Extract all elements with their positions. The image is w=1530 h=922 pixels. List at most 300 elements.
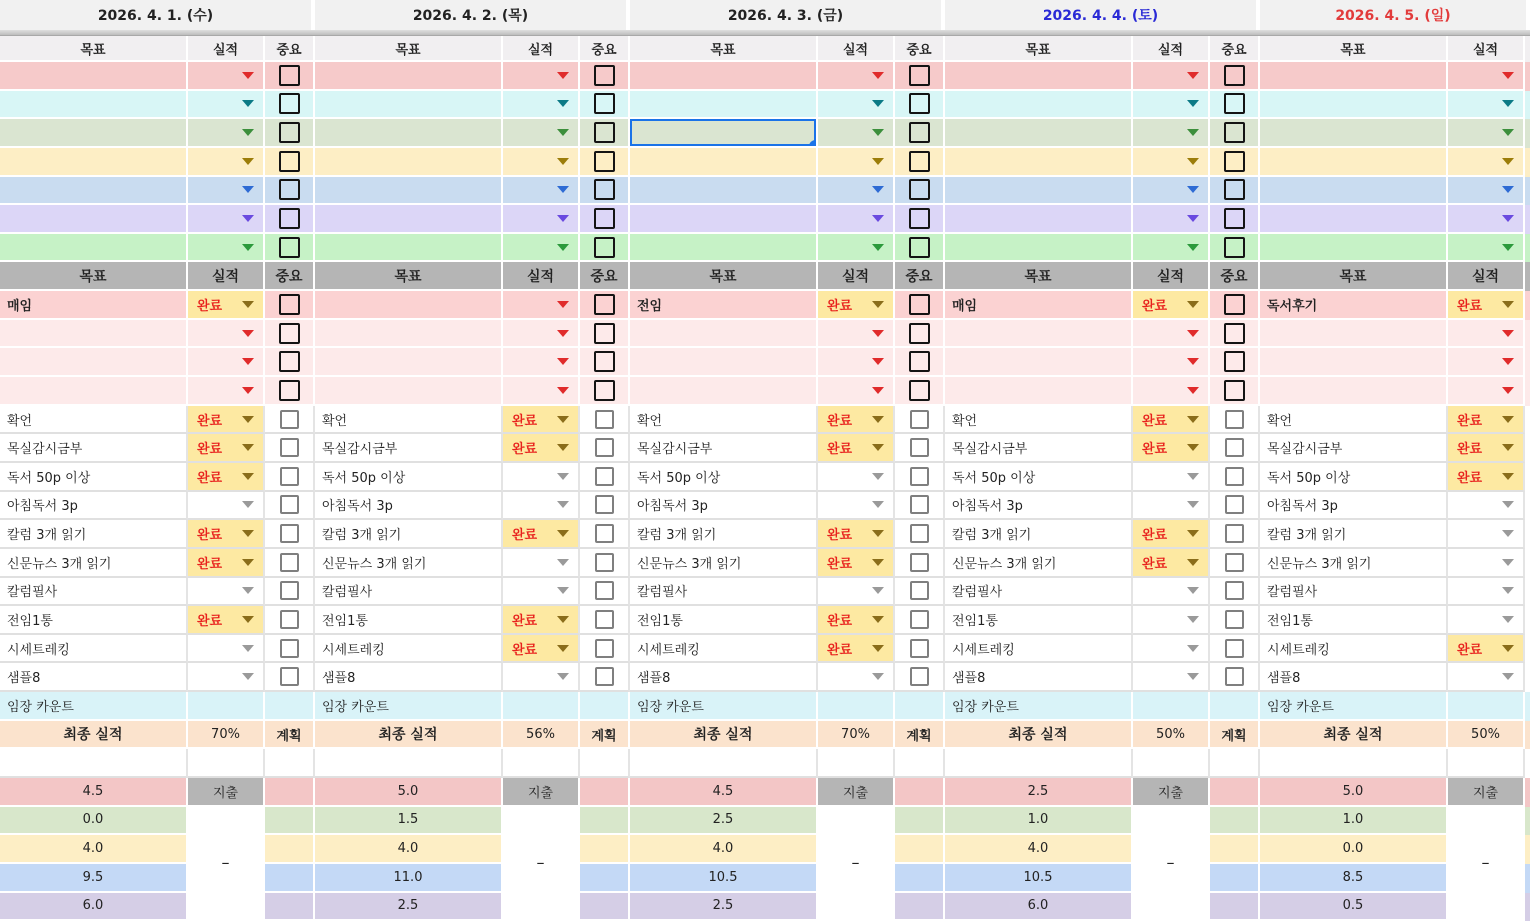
status-dropdown[interactable] bbox=[1448, 91, 1525, 120]
important-checkbox[interactable] bbox=[594, 208, 615, 229]
important-cell[interactable] bbox=[580, 205, 630, 234]
status-dropdown[interactable] bbox=[1133, 406, 1210, 435]
important-cell[interactable] bbox=[895, 406, 945, 435]
important-cell[interactable] bbox=[895, 119, 945, 148]
status-dropdown[interactable] bbox=[818, 663, 895, 692]
empty-important-cell[interactable] bbox=[265, 749, 315, 778]
habit-goal-cell[interactable] bbox=[0, 463, 188, 492]
important-cell[interactable] bbox=[580, 492, 630, 521]
plan-goal-cell[interactable] bbox=[945, 177, 1133, 206]
plan-goal-cell[interactable] bbox=[0, 91, 188, 120]
status-dropdown[interactable] bbox=[1133, 663, 1210, 692]
important-cell[interactable] bbox=[1210, 377, 1260, 406]
number-cell[interactable] bbox=[1260, 807, 1448, 836]
important-checkbox[interactable] bbox=[280, 524, 299, 543]
important-checkbox[interactable] bbox=[279, 294, 300, 315]
numbers-important-cell[interactable] bbox=[265, 893, 315, 922]
important-checkbox[interactable] bbox=[1225, 495, 1244, 514]
important-cell[interactable] bbox=[265, 434, 315, 463]
important-checkbox[interactable] bbox=[909, 122, 930, 143]
plan-goal-cell[interactable] bbox=[315, 177, 503, 206]
count-status-cell[interactable] bbox=[503, 692, 580, 721]
important-checkbox[interactable] bbox=[280, 639, 299, 658]
important-checkbox[interactable] bbox=[280, 667, 299, 686]
important-cell[interactable] bbox=[895, 62, 945, 91]
status-dropdown[interactable] bbox=[188, 606, 265, 635]
number-cell[interactable] bbox=[945, 893, 1133, 922]
plan-goal-cell[interactable] bbox=[945, 205, 1133, 234]
special-goal-cell[interactable] bbox=[1260, 348, 1448, 377]
plan-goal-cell[interactable] bbox=[1260, 91, 1448, 120]
status-dropdown[interactable] bbox=[1133, 520, 1210, 549]
important-cell[interactable] bbox=[265, 91, 315, 120]
habit-goal-cell[interactable] bbox=[1260, 635, 1448, 664]
status-dropdown[interactable] bbox=[503, 520, 580, 549]
plan-goal-cell[interactable] bbox=[0, 119, 188, 148]
important-cell[interactable] bbox=[895, 663, 945, 692]
habit-goal-cell[interactable] bbox=[945, 492, 1133, 521]
status-dropdown[interactable] bbox=[1133, 177, 1210, 206]
important-checkbox[interactable] bbox=[279, 351, 300, 372]
important-cell[interactable] bbox=[895, 205, 945, 234]
dash-cell[interactable] bbox=[188, 807, 265, 922]
habit-goal-cell[interactable] bbox=[315, 434, 503, 463]
important-cell[interactable] bbox=[1210, 663, 1260, 692]
important-checkbox[interactable] bbox=[1224, 351, 1245, 372]
number-cell[interactable] bbox=[630, 778, 818, 807]
important-cell[interactable] bbox=[580, 320, 630, 349]
important-cell[interactable] bbox=[895, 492, 945, 521]
habit-goal-cell[interactable] bbox=[945, 578, 1133, 607]
numbers-important-cell[interactable] bbox=[895, 864, 945, 893]
status-dropdown[interactable] bbox=[503, 148, 580, 177]
status-dropdown[interactable] bbox=[1133, 377, 1210, 406]
status-dropdown[interactable] bbox=[503, 320, 580, 349]
special-goal-cell[interactable] bbox=[945, 291, 1133, 320]
important-checkbox[interactable] bbox=[1225, 667, 1244, 686]
important-cell[interactable] bbox=[580, 520, 630, 549]
important-checkbox[interactable] bbox=[1225, 438, 1244, 457]
important-cell[interactable] bbox=[265, 62, 315, 91]
important-cell[interactable] bbox=[1210, 520, 1260, 549]
status-dropdown[interactable] bbox=[818, 520, 895, 549]
plan-goal-cell[interactable] bbox=[630, 177, 818, 206]
empty-important-cell[interactable] bbox=[895, 749, 945, 778]
plan-goal-cell[interactable] bbox=[1260, 205, 1448, 234]
important-checkbox[interactable] bbox=[280, 495, 299, 514]
important-checkbox[interactable] bbox=[595, 467, 614, 486]
empty-status-cell[interactable] bbox=[818, 749, 895, 778]
status-dropdown[interactable] bbox=[188, 234, 265, 263]
plan-goal-cell[interactable] bbox=[315, 205, 503, 234]
habit-goal-cell[interactable] bbox=[0, 434, 188, 463]
important-checkbox[interactable] bbox=[279, 122, 300, 143]
status-dropdown[interactable] bbox=[188, 492, 265, 521]
count-goal-cell[interactable] bbox=[315, 692, 503, 721]
habit-goal-cell[interactable] bbox=[630, 635, 818, 664]
number-cell[interactable] bbox=[945, 835, 1133, 864]
status-dropdown[interactable] bbox=[1448, 320, 1525, 349]
habit-goal-cell[interactable] bbox=[0, 520, 188, 549]
habit-goal-cell[interactable] bbox=[0, 549, 188, 578]
important-checkbox[interactable] bbox=[1225, 467, 1244, 486]
habit-goal-cell[interactable] bbox=[630, 492, 818, 521]
important-checkbox[interactable] bbox=[595, 438, 614, 457]
important-cell[interactable] bbox=[580, 377, 630, 406]
important-checkbox[interactable] bbox=[279, 93, 300, 114]
habit-goal-cell[interactable] bbox=[1260, 520, 1448, 549]
important-cell[interactable] bbox=[580, 91, 630, 120]
numbers-important-cell[interactable] bbox=[580, 807, 630, 836]
habit-goal-cell[interactable] bbox=[315, 406, 503, 435]
important-cell[interactable] bbox=[265, 578, 315, 607]
status-dropdown[interactable] bbox=[818, 348, 895, 377]
important-checkbox[interactable] bbox=[594, 122, 615, 143]
plan-goal-cell[interactable] bbox=[1260, 62, 1448, 91]
plan-goal-cell[interactable] bbox=[315, 148, 503, 177]
important-checkbox[interactable] bbox=[909, 93, 930, 114]
special-goal-cell[interactable] bbox=[0, 291, 188, 320]
plan-goal-cell[interactable] bbox=[315, 234, 503, 263]
status-dropdown[interactable] bbox=[818, 62, 895, 91]
plan-goal-cell[interactable] bbox=[630, 119, 818, 148]
numbers-important-cell[interactable] bbox=[265, 835, 315, 864]
number-cell[interactable] bbox=[1260, 835, 1448, 864]
habit-goal-cell[interactable] bbox=[315, 578, 503, 607]
important-cell[interactable] bbox=[580, 578, 630, 607]
plan-goal-cell[interactable] bbox=[945, 91, 1133, 120]
habit-goal-cell[interactable] bbox=[1260, 406, 1448, 435]
number-cell[interactable] bbox=[0, 893, 188, 922]
number-cell[interactable] bbox=[0, 835, 188, 864]
special-goal-cell[interactable] bbox=[0, 377, 188, 406]
habit-goal-cell[interactable] bbox=[315, 492, 503, 521]
numbers-important-cell[interactable] bbox=[1210, 778, 1260, 807]
important-checkbox[interactable] bbox=[594, 93, 615, 114]
plan-goal-cell[interactable] bbox=[0, 148, 188, 177]
habit-goal-cell[interactable] bbox=[630, 578, 818, 607]
special-goal-cell[interactable] bbox=[945, 348, 1133, 377]
important-cell[interactable] bbox=[580, 177, 630, 206]
special-goal-cell[interactable] bbox=[315, 291, 503, 320]
important-checkbox[interactable] bbox=[280, 467, 299, 486]
count-important-cell[interactable] bbox=[580, 692, 630, 721]
important-checkbox[interactable] bbox=[594, 380, 615, 401]
status-dropdown[interactable] bbox=[503, 463, 580, 492]
status-dropdown[interactable] bbox=[1448, 406, 1525, 435]
important-cell[interactable] bbox=[265, 520, 315, 549]
status-dropdown[interactable] bbox=[1448, 205, 1525, 234]
important-checkbox[interactable] bbox=[1224, 294, 1245, 315]
status-dropdown[interactable] bbox=[188, 205, 265, 234]
habit-goal-cell[interactable] bbox=[0, 578, 188, 607]
final-pct-cell[interactable] bbox=[818, 721, 895, 750]
number-cell[interactable] bbox=[315, 893, 503, 922]
status-dropdown[interactable] bbox=[1133, 62, 1210, 91]
important-checkbox[interactable] bbox=[279, 208, 300, 229]
plan-goal-cell[interactable] bbox=[630, 205, 818, 234]
numbers-important-cell[interactable] bbox=[895, 778, 945, 807]
status-dropdown[interactable] bbox=[503, 434, 580, 463]
important-checkbox[interactable] bbox=[909, 351, 930, 372]
important-cell[interactable] bbox=[1210, 148, 1260, 177]
important-cell[interactable] bbox=[895, 320, 945, 349]
count-goal-cell[interactable] bbox=[630, 692, 818, 721]
important-cell[interactable] bbox=[265, 205, 315, 234]
status-dropdown[interactable] bbox=[503, 549, 580, 578]
important-checkbox[interactable] bbox=[279, 65, 300, 86]
plan-goal-cell[interactable] bbox=[1260, 148, 1448, 177]
dash-cell[interactable] bbox=[1133, 807, 1210, 922]
status-dropdown[interactable] bbox=[503, 291, 580, 320]
number-cell[interactable] bbox=[0, 864, 188, 893]
number-cell[interactable] bbox=[945, 864, 1133, 893]
habit-goal-cell[interactable] bbox=[315, 606, 503, 635]
important-cell[interactable] bbox=[580, 406, 630, 435]
status-dropdown[interactable] bbox=[1133, 291, 1210, 320]
special-goal-cell[interactable] bbox=[1260, 377, 1448, 406]
status-dropdown[interactable] bbox=[1133, 205, 1210, 234]
numbers-important-cell[interactable] bbox=[265, 778, 315, 807]
status-dropdown[interactable] bbox=[1448, 119, 1525, 148]
habit-goal-cell[interactable] bbox=[945, 520, 1133, 549]
important-cell[interactable] bbox=[1210, 549, 1260, 578]
dash-cell[interactable] bbox=[818, 807, 895, 922]
status-dropdown[interactable] bbox=[1133, 434, 1210, 463]
status-dropdown[interactable] bbox=[1133, 635, 1210, 664]
important-cell[interactable] bbox=[1210, 119, 1260, 148]
number-cell[interactable] bbox=[945, 807, 1133, 836]
plan-goal-cell[interactable] bbox=[1260, 234, 1448, 263]
status-dropdown[interactable] bbox=[188, 377, 265, 406]
plan-goal-cell[interactable] bbox=[315, 119, 503, 148]
empty-status-cell[interactable] bbox=[1133, 749, 1210, 778]
important-cell[interactable] bbox=[895, 91, 945, 120]
important-cell[interactable] bbox=[265, 234, 315, 263]
important-cell[interactable] bbox=[1210, 348, 1260, 377]
important-cell[interactable] bbox=[265, 377, 315, 406]
number-cell[interactable] bbox=[630, 893, 818, 922]
habit-goal-cell[interactable] bbox=[630, 520, 818, 549]
count-status-cell[interactable] bbox=[188, 692, 265, 721]
important-cell[interactable] bbox=[265, 291, 315, 320]
important-checkbox[interactable] bbox=[1224, 151, 1245, 172]
important-cell[interactable] bbox=[1210, 234, 1260, 263]
status-dropdown[interactable] bbox=[188, 663, 265, 692]
special-goal-cell[interactable] bbox=[0, 348, 188, 377]
habit-goal-cell[interactable] bbox=[630, 463, 818, 492]
important-checkbox[interactable] bbox=[1225, 410, 1244, 429]
status-dropdown[interactable] bbox=[503, 205, 580, 234]
special-goal-cell[interactable] bbox=[1260, 320, 1448, 349]
habit-goal-cell[interactable] bbox=[315, 463, 503, 492]
important-checkbox[interactable] bbox=[909, 151, 930, 172]
important-cell[interactable] bbox=[895, 520, 945, 549]
important-checkbox[interactable] bbox=[909, 208, 930, 229]
number-cell[interactable] bbox=[1260, 893, 1448, 922]
special-goal-cell[interactable] bbox=[945, 377, 1133, 406]
important-checkbox[interactable] bbox=[1224, 122, 1245, 143]
important-cell[interactable] bbox=[265, 635, 315, 664]
status-dropdown[interactable] bbox=[1448, 434, 1525, 463]
important-cell[interactable] bbox=[1210, 635, 1260, 664]
status-dropdown[interactable] bbox=[1448, 635, 1525, 664]
habit-goal-cell[interactable] bbox=[945, 663, 1133, 692]
status-dropdown[interactable] bbox=[503, 234, 580, 263]
status-dropdown[interactable] bbox=[188, 578, 265, 607]
plan-goal-cell[interactable] bbox=[315, 91, 503, 120]
important-checkbox[interactable] bbox=[594, 351, 615, 372]
status-dropdown[interactable] bbox=[1133, 348, 1210, 377]
empty-important-cell[interactable] bbox=[1210, 749, 1260, 778]
important-cell[interactable] bbox=[580, 119, 630, 148]
status-dropdown[interactable] bbox=[1448, 463, 1525, 492]
status-dropdown[interactable] bbox=[818, 119, 895, 148]
important-checkbox[interactable] bbox=[1224, 65, 1245, 86]
habit-goal-cell[interactable] bbox=[630, 406, 818, 435]
habit-goal-cell[interactable] bbox=[630, 606, 818, 635]
status-dropdown[interactable] bbox=[188, 91, 265, 120]
status-dropdown[interactable] bbox=[1448, 377, 1525, 406]
status-dropdown[interactable] bbox=[188, 434, 265, 463]
important-cell[interactable] bbox=[265, 177, 315, 206]
special-goal-cell[interactable] bbox=[630, 348, 818, 377]
final-pct-cell[interactable] bbox=[1448, 721, 1525, 750]
important-cell[interactable] bbox=[265, 348, 315, 377]
important-cell[interactable] bbox=[265, 119, 315, 148]
number-cell[interactable] bbox=[315, 864, 503, 893]
habit-goal-cell[interactable] bbox=[0, 492, 188, 521]
special-goal-cell[interactable] bbox=[0, 320, 188, 349]
status-dropdown[interactable] bbox=[1448, 578, 1525, 607]
empty-goal-cell[interactable] bbox=[1260, 749, 1448, 778]
important-cell[interactable] bbox=[1210, 406, 1260, 435]
plan-goal-cell[interactable] bbox=[945, 119, 1133, 148]
status-dropdown[interactable] bbox=[1448, 291, 1525, 320]
important-cell[interactable] bbox=[1210, 62, 1260, 91]
status-dropdown[interactable] bbox=[188, 520, 265, 549]
important-checkbox[interactable] bbox=[280, 610, 299, 629]
plan-goal-cell[interactable] bbox=[630, 234, 818, 263]
status-dropdown[interactable] bbox=[818, 463, 895, 492]
important-checkbox[interactable] bbox=[910, 410, 929, 429]
status-dropdown[interactable] bbox=[818, 177, 895, 206]
numbers-important-cell[interactable] bbox=[580, 778, 630, 807]
status-dropdown[interactable] bbox=[818, 492, 895, 521]
status-dropdown[interactable] bbox=[1133, 320, 1210, 349]
important-cell[interactable] bbox=[1210, 205, 1260, 234]
important-cell[interactable] bbox=[580, 463, 630, 492]
status-dropdown[interactable] bbox=[1448, 520, 1525, 549]
important-checkbox[interactable] bbox=[909, 323, 930, 344]
numbers-important-cell[interactable] bbox=[580, 893, 630, 922]
important-checkbox[interactable] bbox=[1225, 581, 1244, 600]
important-checkbox[interactable] bbox=[910, 495, 929, 514]
special-goal-cell[interactable] bbox=[1260, 291, 1448, 320]
important-checkbox[interactable] bbox=[595, 667, 614, 686]
status-dropdown[interactable] bbox=[818, 320, 895, 349]
important-cell[interactable] bbox=[265, 463, 315, 492]
important-checkbox[interactable] bbox=[595, 639, 614, 658]
status-dropdown[interactable] bbox=[818, 578, 895, 607]
important-cell[interactable] bbox=[580, 663, 630, 692]
numbers-important-cell[interactable] bbox=[265, 807, 315, 836]
plan-goal-cell[interactable] bbox=[0, 205, 188, 234]
status-dropdown[interactable] bbox=[503, 119, 580, 148]
important-checkbox[interactable] bbox=[1224, 208, 1245, 229]
numbers-important-cell[interactable] bbox=[1210, 893, 1260, 922]
dash-cell[interactable] bbox=[503, 807, 580, 922]
important-checkbox[interactable] bbox=[910, 438, 929, 457]
important-checkbox[interactable] bbox=[594, 323, 615, 344]
special-goal-cell[interactable] bbox=[315, 320, 503, 349]
plan-goal-cell[interactable] bbox=[1260, 177, 1448, 206]
number-cell[interactable] bbox=[630, 835, 818, 864]
habit-goal-cell[interactable] bbox=[1260, 492, 1448, 521]
status-dropdown[interactable] bbox=[503, 62, 580, 91]
important-checkbox[interactable] bbox=[279, 380, 300, 401]
important-cell[interactable] bbox=[895, 463, 945, 492]
important-checkbox[interactable] bbox=[1225, 639, 1244, 658]
important-cell[interactable] bbox=[895, 291, 945, 320]
habit-goal-cell[interactable] bbox=[1260, 434, 1448, 463]
status-dropdown[interactable] bbox=[188, 62, 265, 91]
important-checkbox[interactable] bbox=[1224, 323, 1245, 344]
status-dropdown[interactable] bbox=[188, 320, 265, 349]
status-dropdown[interactable] bbox=[818, 234, 895, 263]
habit-goal-cell[interactable] bbox=[315, 549, 503, 578]
habit-goal-cell[interactable] bbox=[1260, 549, 1448, 578]
plan-goal-cell[interactable] bbox=[1260, 119, 1448, 148]
plan-goal-cell[interactable] bbox=[0, 62, 188, 91]
empty-goal-cell[interactable] bbox=[315, 749, 503, 778]
plan-goal-cell[interactable] bbox=[630, 91, 818, 120]
important-cell[interactable] bbox=[265, 148, 315, 177]
numbers-important-cell[interactable] bbox=[265, 864, 315, 893]
empty-goal-cell[interactable] bbox=[630, 749, 818, 778]
important-checkbox[interactable] bbox=[279, 237, 300, 258]
count-important-cell[interactable] bbox=[1210, 692, 1260, 721]
important-checkbox[interactable] bbox=[1224, 237, 1245, 258]
important-cell[interactable] bbox=[580, 291, 630, 320]
count-goal-cell[interactable] bbox=[0, 692, 188, 721]
important-checkbox[interactable] bbox=[280, 410, 299, 429]
important-checkbox[interactable] bbox=[595, 610, 614, 629]
habit-goal-cell[interactable] bbox=[945, 434, 1133, 463]
important-checkbox[interactable] bbox=[595, 495, 614, 514]
count-goal-cell[interactable] bbox=[1260, 692, 1448, 721]
status-dropdown[interactable] bbox=[818, 91, 895, 120]
habit-goal-cell[interactable] bbox=[315, 635, 503, 664]
important-cell[interactable] bbox=[895, 434, 945, 463]
plan-goal-cell[interactable] bbox=[945, 234, 1133, 263]
important-checkbox[interactable] bbox=[279, 323, 300, 344]
habit-goal-cell[interactable] bbox=[945, 406, 1133, 435]
important-cell[interactable] bbox=[1210, 177, 1260, 206]
number-cell[interactable] bbox=[630, 864, 818, 893]
habit-goal-cell[interactable] bbox=[630, 434, 818, 463]
status-dropdown[interactable] bbox=[503, 492, 580, 521]
status-dropdown[interactable] bbox=[818, 406, 895, 435]
important-cell[interactable] bbox=[895, 348, 945, 377]
numbers-important-cell[interactable] bbox=[895, 835, 945, 864]
important-cell[interactable] bbox=[1210, 434, 1260, 463]
status-dropdown[interactable] bbox=[818, 148, 895, 177]
important-checkbox[interactable] bbox=[280, 438, 299, 457]
count-important-cell[interactable] bbox=[265, 692, 315, 721]
status-dropdown[interactable] bbox=[188, 348, 265, 377]
important-checkbox[interactable] bbox=[910, 581, 929, 600]
